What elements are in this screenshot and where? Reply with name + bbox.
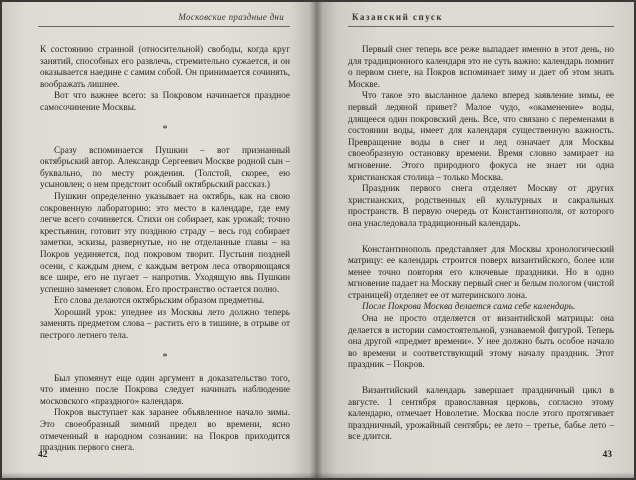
paragraph: Первый снег теперь все реже выпадает именно в этот день, но для традиционного календаря это не суть важно: календарь помнит о первом снеге, на Покров вспоминает зиму и дает об этом знать Москве. [348,44,614,89]
right-page-text [348,44,614,443]
book-spread [2,2,634,478]
paragraph: Сразу вспоминается Пушкин – вот признанный октябрьский автор. Александр Сергеевич Москве родной сын – буквально, по месту рождения. (Толстой, скорее, ею усыновлен; о нем предстоит особый октябрьский рассказ.) [40,144,290,190]
right-page-number: 43 [602,450,612,460]
section-star: * [162,351,168,363]
left-page-number: 42 [38,450,48,460]
paragraph: Хороший урок: упеднее из Москвы лето должно теперь заменять предметом слова – растить его в тишине, в отрыве от пестрого летнего тела. [40,306,290,341]
right-running-head: Казанский спуск [352,12,444,22]
italic-paragraph: После Покрова Москва делается сама себе календарь. [362,301,576,312]
right-page [318,2,634,478]
paragraph: Что такое это высланное далеко вперед заявление зимы, ее первый ледяной привет? Малое чудо, «окаменение» воды, длящееся один покровский день. Все, что связано с переменами в состоянии воды, имеет для календаря существенную важность. Превращение воды в снег и лед означает для Москвы своеобразную остановку времени. Время словно замирает на мгновение. Этого природного фокуса не знает ни одна христианская столица – только Москва. [348,90,614,182]
spacer [348,230,614,244]
book-gutter [310,2,322,478]
paragraph: Константинополь представляет для Москвы хронологический матрицу: ее календарь строится поверх византийского, более или менее точно повторяя его ключевые праздники. Но в одно мгновение падает на Москву первый снег и белым пологом (чистой страницей) отделяет ее от материнского лона. [348,243,614,300]
left-page [2,2,314,478]
paragraph: Праздник первого снега отделяет Москву от других христианских, родственных ей культурных и сакральных пространств. В первую очередь от Константинополя, от которого она унаследовала традиционный календарь. [348,183,614,228]
left-page-text [40,44,290,454]
paragraph: Его слова делаются октябрьским образом предметны. [54,295,265,306]
right-header-rule [348,26,614,27]
paragraph: Вот что важнее всего: за Покровом начинается праздное самосочинение Москвы. [40,90,290,112]
left-header-rule [38,26,290,27]
paragraph: К состоянию странной (относительной) свободы, когда круг занятий, способных его развлечь, стремительно сужается, и он оказывается наедине с самим собой. Он принимается сочинять, воображать лишнее. [40,44,290,89]
bottom-shadow [2,472,634,478]
paragraph: Был упомянут еще один аргумент в доказательство того, что именно после Покрова следует начинать наблюдение московского «праздного» календаря. [40,372,290,406]
paragraph: Она не просто отделяется от византийской матрицы: она делается в истории самостоятельной, узнаваемой фигурой. Теперь она другой «предмет времени». У нее должно быть особое начало во времени и соответствующий этому началу праздник. Этот праздник – Покров. [348,313,614,370]
spacer [348,371,614,385]
paragraph: Пушкин определенно указывает на октябрь, как на свою сокровенную лабораторию: это место в календаре, где ему легче всего сочиняется. Стихи он собирает, как урожай; точно крестьянин, готовит эту позднюю страду – весь год собирает заметки, эскизы, развернутые, но не отделанные главы – на Покров уединяется, под покровом творит. Пустыня поздней осени, с каждым днем, с каждым ветром леса отворяющаяся все шире, его не пугает – напротив. Уходящую явь Пушкин успешно заменяет словом. Его пространство остается полно. [40,190,290,294]
paragraph: Византийский календарь завершает праздничный цикл в августе. 1 сентября православная церковь, согласно этому календарю, отмечает Новолетие. Москва после этого протягивает праздничный, урожайный сентябрь; ее лето – третье, бабье лето – все длится. [348,385,614,442]
paragraph: Покров выступает как заранее объявленное начало зимы. Это своеобразный зимний предел во времени, ясно отмеченный в народном сознании: на Покров приходится праздник первого снега. [40,407,290,453]
section-star: * [162,123,168,135]
left-running-head: Московские праздные дни [178,12,284,22]
